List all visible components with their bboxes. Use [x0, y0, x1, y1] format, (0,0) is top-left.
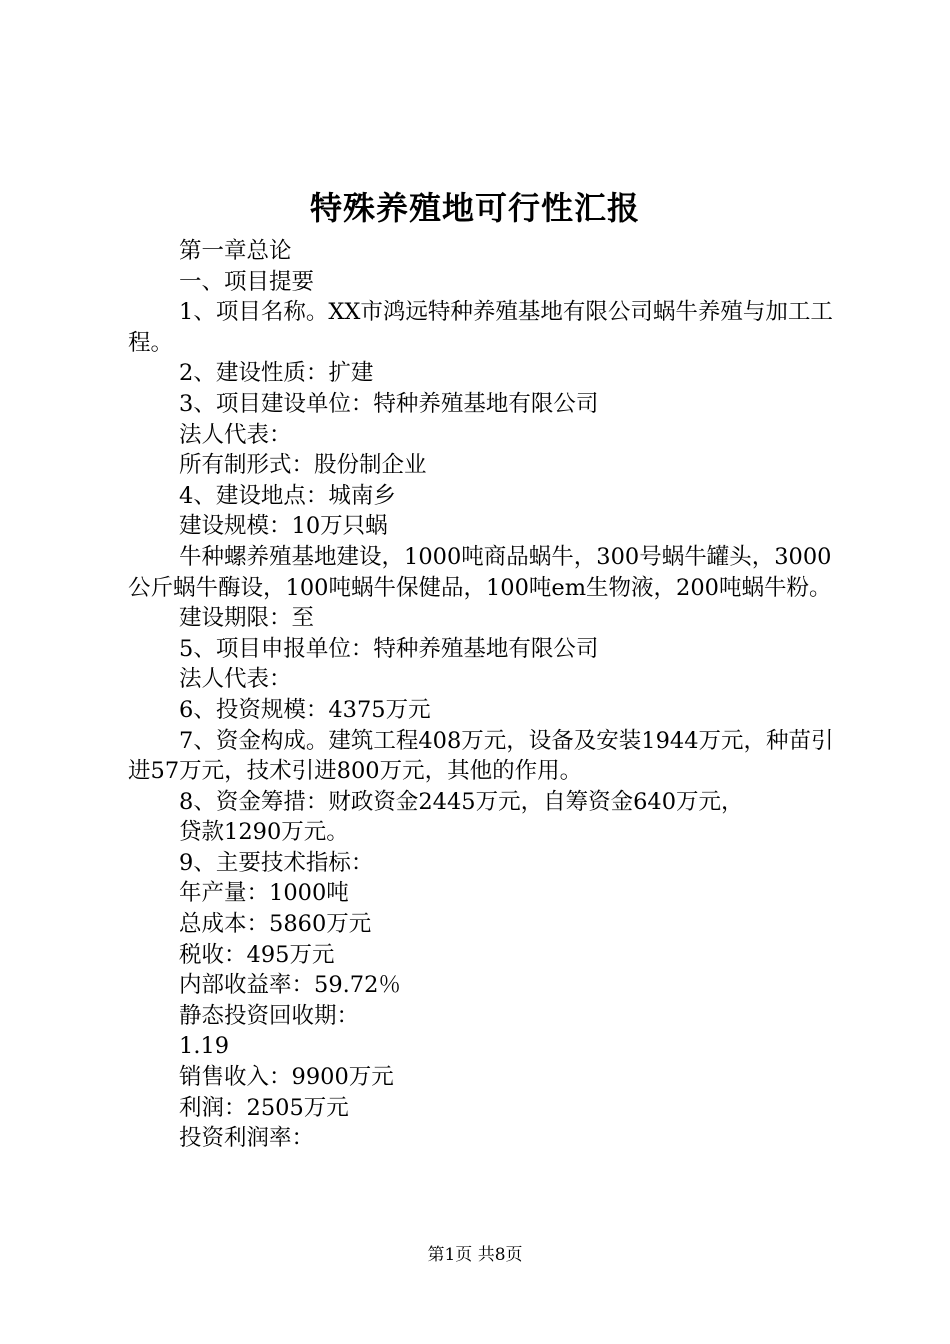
paragraph: 法人代表：	[179, 421, 292, 448]
paragraph: 1.19	[179, 1033, 230, 1060]
paragraph: 9、主要技术指标：	[179, 849, 374, 876]
paragraph: 1、项目名称。XX市鸿远特种养殖基地有限公司蜗牛养殖与加工工程。	[128, 299, 833, 356]
paragraph: 5、项目申报单位：特种养殖基地有限公司	[179, 635, 599, 662]
paragraph: 建设规模：10万只蜗	[179, 513, 388, 540]
paragraph: 总成本：5860万元	[179, 911, 372, 938]
paragraph: 第一章总论	[179, 238, 292, 264]
paragraph: 4、建设地点：城南乡	[179, 482, 396, 509]
paragraph: 销售收入：9900万元	[179, 1064, 394, 1091]
paragraph: 年产量：1000吨	[179, 880, 349, 907]
paragraph: 建设期限：至	[179, 605, 315, 632]
paragraph: 所有制形式：股份制企业	[179, 452, 427, 479]
paragraph: 利润：2505万元	[179, 1094, 349, 1121]
page-number-footer: 第1页 共8页	[427, 1245, 523, 1265]
paragraph: 8、资金筹措：财政资金2445万元，自筹资金640万元，	[179, 788, 744, 815]
paragraph: 2、建设性质：扩建	[179, 360, 374, 387]
paragraph: 6、投资规模：4375万元	[179, 696, 431, 723]
paragraph: 投资利润率：	[179, 1125, 315, 1152]
paragraph: 静态投资回收期：	[179, 1002, 360, 1029]
paragraph: 7、资金构成。建筑工程408万元，设备及安装1944万元，种苗引进57万元，技术引进800万元，其他的作用。	[128, 727, 834, 785]
paragraph: 一、项目提要	[179, 268, 315, 295]
paragraph: 法人代表：	[179, 666, 292, 693]
paragraph: 内部收益率：59.72％	[179, 972, 401, 999]
paragraph: 牛种螺养殖基地建设，1000吨商品蜗牛，300号蜗牛罐头，3000公斤蜗牛酶设，100吨蜗牛保健品，100吨em生物液，200吨蜗牛粉。	[128, 543, 832, 601]
paragraph: 3、项目建设单位：特种养殖基地有限公司	[179, 390, 599, 417]
paragraph: 税收：495万元	[179, 941, 335, 968]
document-body	[128, 236, 834, 1154]
paragraph: 贷款1290万元。	[179, 819, 349, 846]
document-title: 特殊养殖地可行性汇报	[309, 189, 640, 227]
